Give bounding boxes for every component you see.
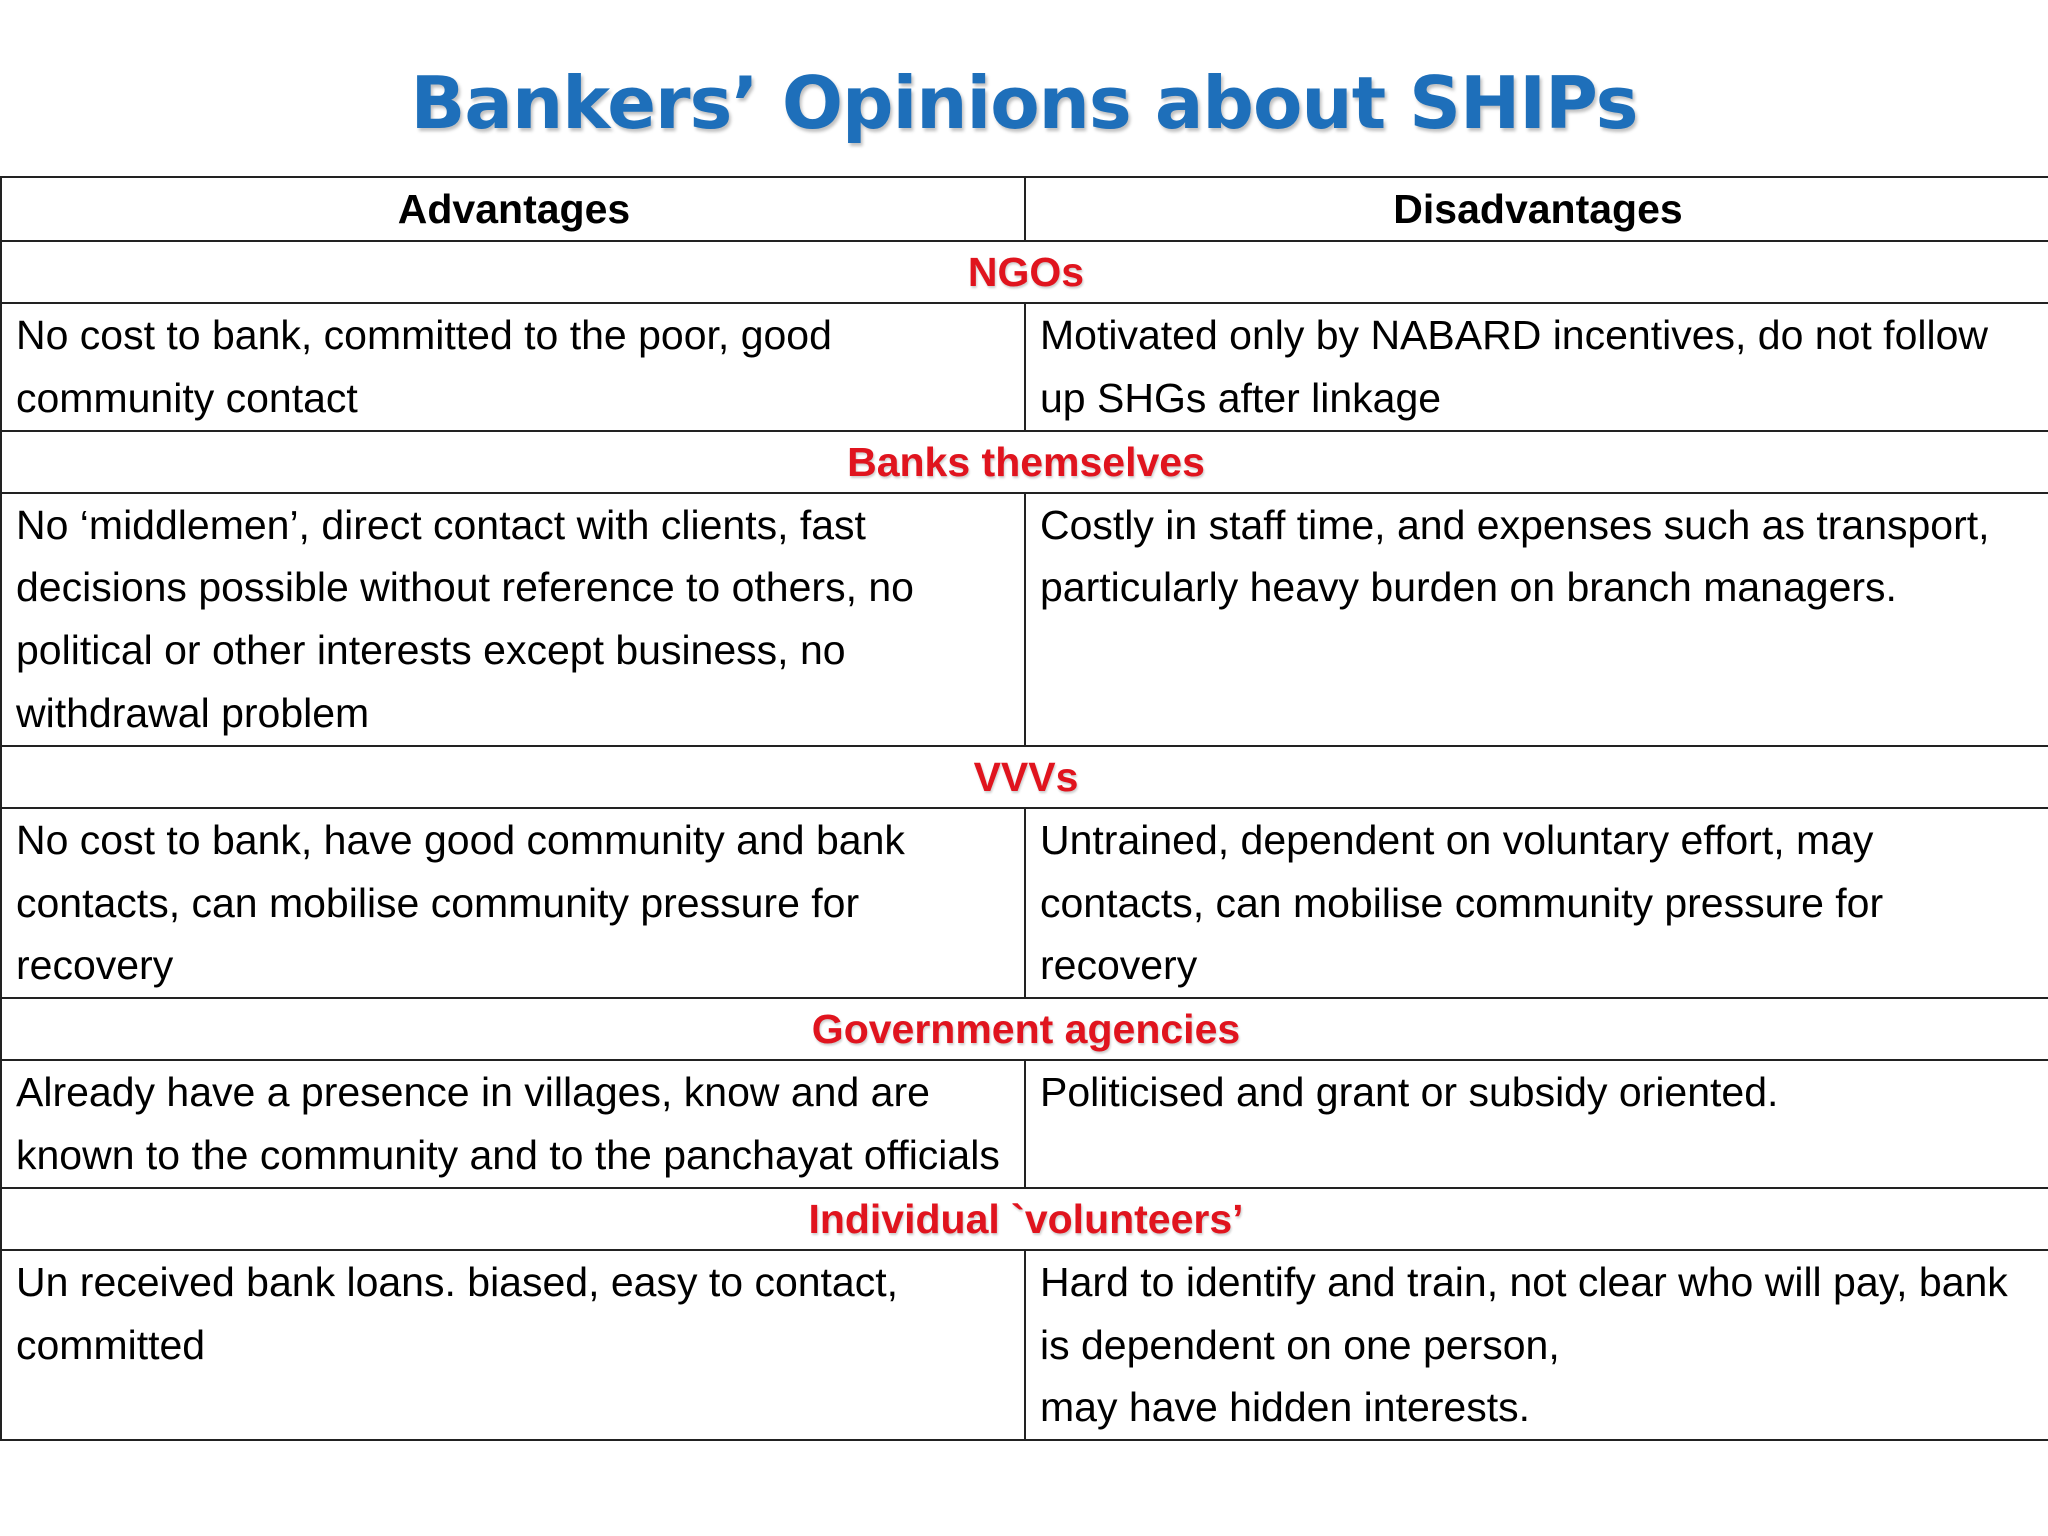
table-row — [1, 808, 2048, 998]
section-title-individual-volunteers: Individual `volunteers’ — [1, 1188, 2048, 1250]
advantages-cell: Un received bank loans. biased, easy to contact, committed — [1, 1250, 1025, 1440]
disadvantages-cell: Motivated only by NABARD incentives, do not follow up SHGs after linkage — [1025, 303, 2048, 431]
advantages-cell: Already have a presence in villages, know and are known to the community and to the panchayat officials — [1, 1060, 1025, 1188]
disadvantages-cell: Costly in staff time, and expenses such as transport, particularly heavy burden on branch managers. — [1025, 493, 2048, 746]
advantages-cell: No cost to bank, have good community and bank contacts, can mobilise community pressure for recovery — [1, 808, 1025, 998]
disadvantages-cell: Untrained, dependent on voluntary effort, may contacts, can mobilise community pressure for recovery — [1025, 808, 2048, 998]
section-title-government: Government agencies — [1, 998, 2048, 1060]
section-row — [1, 746, 2048, 808]
table-row — [1, 493, 2048, 746]
header-row — [1, 177, 2048, 241]
opinions-table — [0, 176, 2048, 1441]
section-title-ngos: NGOs — [1, 241, 2048, 303]
section-title-banks: Banks themselves — [1, 431, 2048, 493]
section-row — [1, 998, 2048, 1060]
section-row — [1, 1188, 2048, 1250]
disadvantages-cell: Politicised and grant or subsidy oriented. — [1025, 1060, 2048, 1188]
section-title-vvvs: VVVs — [1, 746, 2048, 808]
advantages-cell: No ‘middlemen’, direct contact with clients, fast decisions possible without reference to others, no political or other interests except business, no withdrawal problem — [1, 493, 1025, 746]
slide-title: Bankers’ Opinions about SHIPs — [410, 61, 1638, 145]
header-advantages: Advantages — [1, 177, 1025, 241]
disadvantages-line: may have hidden interests. — [1040, 1384, 1530, 1431]
header-disadvantages: Disadvantages — [1025, 177, 2048, 241]
table-row — [1, 1060, 2048, 1188]
section-row — [1, 241, 2048, 303]
advantages-cell: No cost to bank, committed to the poor, good community contact — [1, 303, 1025, 431]
disadvantages-cell — [1025, 1250, 2048, 1440]
table-row — [1, 303, 2048, 431]
table-row — [1, 1250, 2048, 1440]
section-row — [1, 431, 2048, 493]
disadvantages-line: Hard to identify and train, not clear who will pay, bank is dependent on one person, — [1040, 1258, 2008, 1368]
